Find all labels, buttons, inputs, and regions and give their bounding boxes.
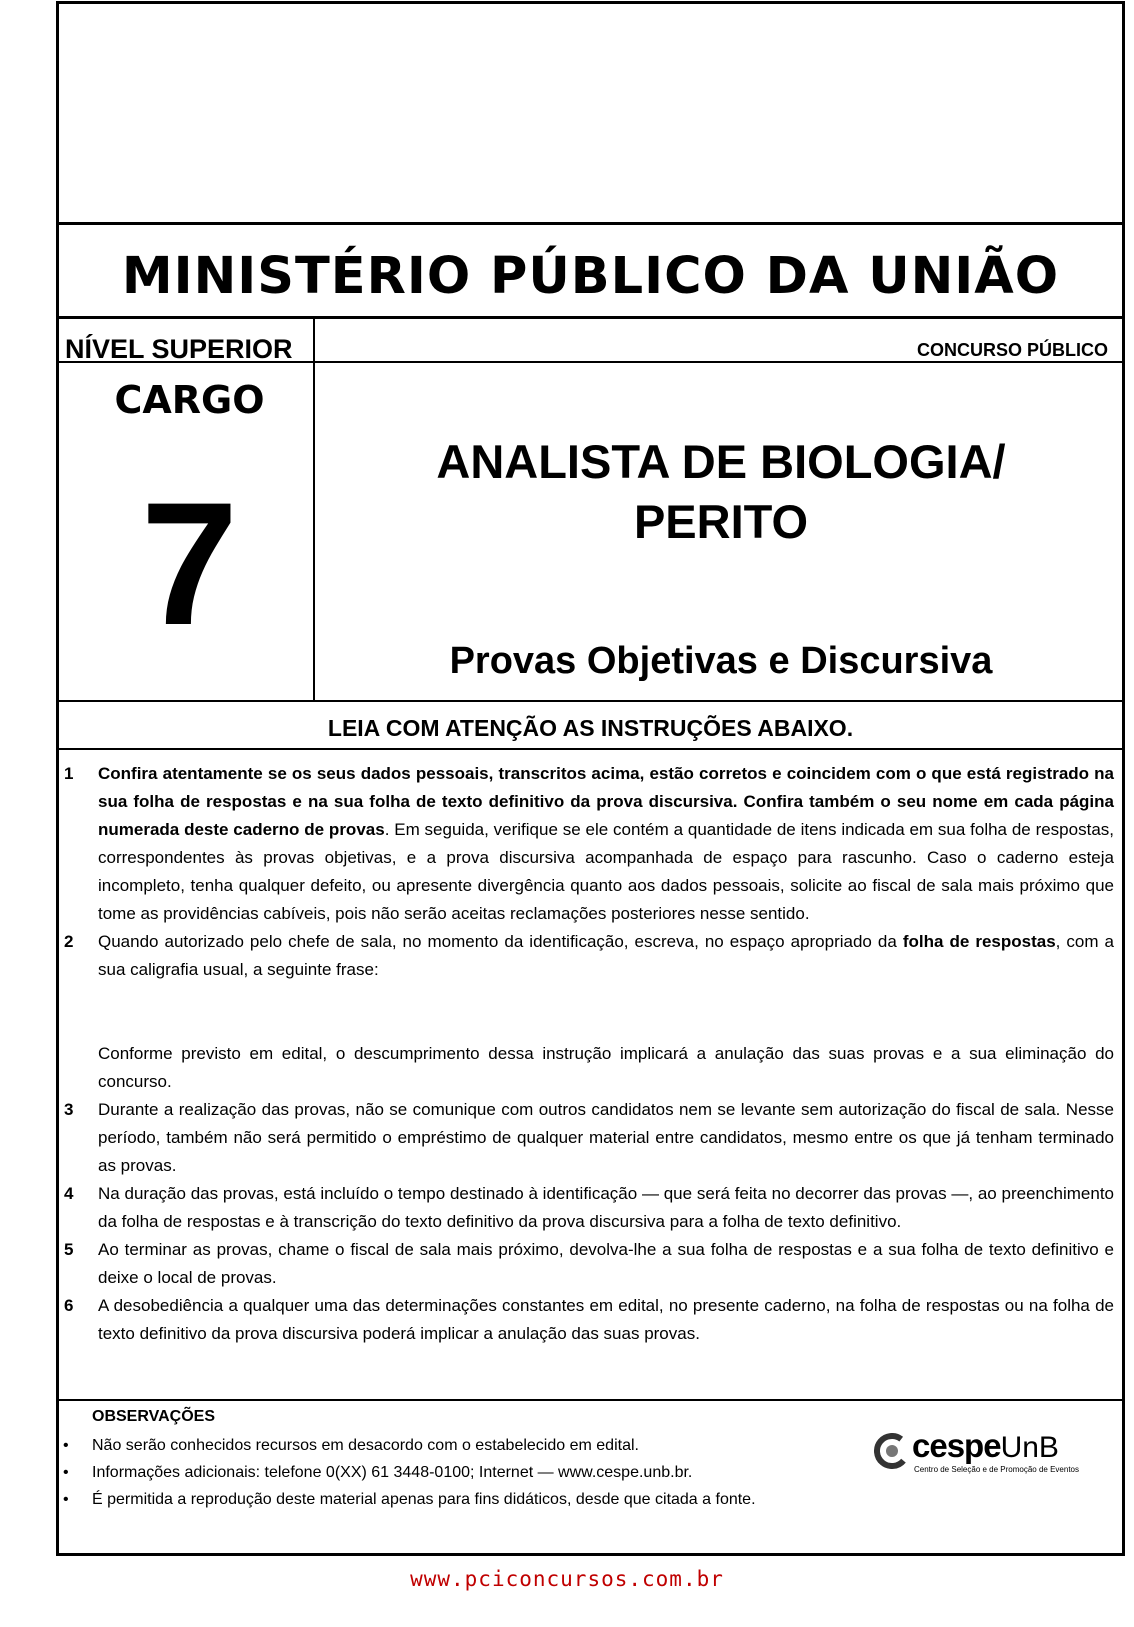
- observations-title: OBSERVAÇÕES: [92, 1408, 215, 1425]
- observation-text: É permitida a reprodução deste material apenas para fins didáticos, desde que citada a fonte.: [92, 1491, 756, 1508]
- instructions-list: [61, 760, 1114, 1348]
- observation-text: Informações adicionais: telefone 0(XX) 61 3448-0100; Internet — www.cespe.unb.br.: [92, 1464, 693, 1481]
- level-label: NÍVEL SUPERIOR: [65, 334, 293, 364]
- exam-cover-frame: [56, 1, 1125, 1556]
- instruction-text: Quando autorizado pelo chefe de sala, no momento da identificação, escreva, no espaço apropriado da: [98, 932, 903, 951]
- instruction-item: [61, 1292, 1114, 1348]
- instruction-item: [61, 1236, 1114, 1292]
- instruction-text: Na duração das provas, está incluído o tempo destinado à identificação — que será feita no decorrer das provas —, ao preenchimento da folha de respostas e à transcrição do texto definitivo da prova discursiva para a folha de texto definitivo.: [98, 1184, 1114, 1231]
- instruction-text: A desobediência a qualquer uma das determinações constantes em edital, no presente caderno, na folha de respostas ou na folha de texto definitivo da prova discursiva poderá implicar a anulação das suas provas.: [98, 1296, 1114, 1343]
- instruction-text: Durante a realização das provas, não se comunique com outros candidatos nem se levante sem autorização do fiscal de sala. Nesse período, também não será permitido o empréstimo de qualquer material entre candidatos, mesmo entre os que já tenham terminado as provas.: [98, 1100, 1114, 1175]
- footer-url-link[interactable]: www.pciconcursos.com.br: [410, 1567, 724, 1591]
- instruction-number: 3: [64, 1100, 74, 1119]
- exam-type-label: CONCURSO PÚBLICO: [916, 340, 1108, 360]
- instruction-number: 1: [64, 764, 74, 783]
- divider-institution: [59, 316, 1122, 319]
- instruction-bold-text: folha de respostas: [902, 932, 1056, 951]
- instruction-bold-text: Confira atentamente se os seus dados pessoais, transcritos acima, estão corretos e coincidem com o que está registrado na sua folha de respostas e na sua folha de texto definitivo da prova discursiva. Confira também o seu nome em cada página numerada deste caderno de provas: [98, 764, 1114, 839]
- bullet-icon: •: [63, 1464, 69, 1481]
- instructions-heading: LEIA COM ATENÇÃO AS INSTRUÇÕES ABAIXO.: [327, 715, 854, 741]
- divider-cargo: [59, 700, 1122, 702]
- instruction-number: 4: [64, 1184, 74, 1203]
- bullet-icon: •: [63, 1491, 69, 1508]
- logo-tagline: Centro de Seleção e de Promoção de Eventos: [914, 1465, 1079, 1474]
- instruction-number: 5: [64, 1240, 74, 1259]
- cargo-label: CARGO: [114, 378, 265, 422]
- logo-brand: [912, 1427, 1059, 1465]
- role-title-line1: ANALISTA DE BIOLOGIA/: [436, 435, 1006, 488]
- divider-heading: [59, 748, 1122, 750]
- bullet-icon: •: [63, 1437, 69, 1454]
- institution-title: MINISTÉRIO PÚBLICO DA UNIÃO: [121, 247, 1060, 306]
- role-title: [320, 432, 1122, 552]
- logo-brand-suffix: UnB: [1000, 1431, 1059, 1464]
- observation-item: [59, 1486, 756, 1513]
- divider-observations: [59, 1399, 1122, 1401]
- role-title-line2: PERITO: [633, 495, 809, 548]
- observation-item: [59, 1432, 756, 1459]
- instruction-text: Conforme previsto em edital, o descumprimento dessa instrução implicará a anulação das suas provas e a sua eliminação do concurso.: [98, 1044, 1114, 1091]
- observation-text: Não serão conhecidos recursos em desacordo com o estabelecido em edital.: [92, 1437, 639, 1454]
- cargo-number: 7: [140, 467, 239, 662]
- observations-list: [59, 1432, 756, 1513]
- cespe-unb-logo: [874, 1427, 1084, 1479]
- cespe-logo-icon: [874, 1433, 910, 1469]
- instruction-item: [61, 1180, 1114, 1236]
- handwriting-space: [98, 984, 1114, 1040]
- instruction-text: , com a sua caligrafia usual, a seguinte frase:: [98, 932, 1114, 979]
- instruction-item: [61, 1096, 1114, 1180]
- instruction-number: 2: [64, 932, 74, 951]
- instruction-number: 6: [64, 1296, 74, 1315]
- instruction-text: . Em seguida, verifique se ele contém a quantidade de itens indicada em sua folha de respostas, correspondentes às provas objetivas, e a prova discursiva acompanhada de espaço para rascunho. Caso o caderno esteja incompleto, tenha qualquer defeito, ou apresente divergência quanto aos dados pessoais, solicite ao fiscal de sala mais próximo que tome as providências cabíveis, pois não serão aceitas reclamações posteriores nesse sentido.: [98, 820, 1114, 923]
- instruction-item: [61, 928, 1114, 1096]
- observation-item: [59, 1459, 756, 1486]
- exam-subtitle: Provas Objetivas e Discursiva: [449, 640, 993, 682]
- instruction-text: Ao terminar as provas, chame o fiscal de sala mais próximo, devolva-lhe a sua folha de respostas e a sua folha de texto definitivo e deixe o local de provas.: [98, 1240, 1114, 1287]
- instruction-item: [61, 760, 1114, 928]
- divider-top: [59, 222, 1122, 225]
- logo-brand-name: cespe: [912, 1427, 1001, 1464]
